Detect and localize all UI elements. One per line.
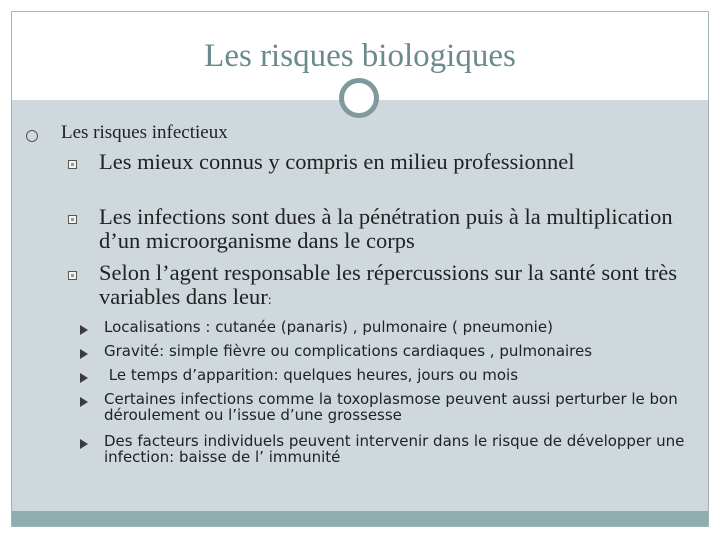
level2-text: Les infections sont dues à la pénétration puis à la multiplication d’un microorganisme dans le corps	[99, 204, 673, 253]
arrow-bullet-icon	[80, 439, 88, 449]
level2-text: Selon l’agent responsable les répercussions sur la santé sont très variables dans leur	[99, 260, 677, 309]
level2-item	[68, 150, 708, 174]
level3-text: Localisations : cutanée (panaris) , pulmonaire ( pneumonie)	[104, 318, 553, 336]
level3-item	[80, 391, 710, 423]
arrow-bullet-icon	[80, 349, 88, 359]
slide-title: Les risques biologiques	[204, 38, 516, 74]
bottom-bar	[12, 511, 708, 526]
square-bullet-icon	[68, 215, 77, 224]
square-bullet-icon	[68, 271, 77, 280]
level2-text: Les mieux connus y compris en milieu professionnel	[99, 149, 575, 174]
level3-item	[80, 367, 710, 383]
slide-frame	[11, 11, 709, 527]
level2-item	[68, 261, 708, 313]
level3-text: Des facteurs individuels peuvent intervenir dans le risque de développer une infection: baisse de l’ immunité	[104, 432, 685, 466]
level3-item	[80, 433, 710, 465]
circle-ring-icon	[339, 78, 379, 118]
level3-text: Le temps d’apparition: quelques heures, jours ou mois	[104, 366, 519, 384]
level3-text: Certaines infections comme la toxoplasmose peuvent aussi perturber le bon déroulement ou l’issue d’une grossesse	[104, 390, 678, 424]
level3-text: Gravité: simple fièvre ou complications cardiaques , pulmonaires	[104, 342, 593, 360]
level2-item	[68, 205, 708, 253]
level3-item	[80, 319, 710, 335]
arrow-bullet-icon	[80, 373, 88, 383]
arrow-bullet-icon	[80, 325, 88, 335]
level2-text-container	[99, 261, 699, 313]
square-bullet-icon	[68, 160, 77, 169]
arrow-bullet-icon	[80, 397, 88, 407]
level2-suffix: :	[267, 293, 272, 308]
level1-text: Les risques infectieux	[61, 122, 228, 143]
level1-item	[26, 122, 228, 144]
level3-item	[80, 343, 710, 359]
hollow-circle-bullet-icon	[26, 130, 38, 142]
